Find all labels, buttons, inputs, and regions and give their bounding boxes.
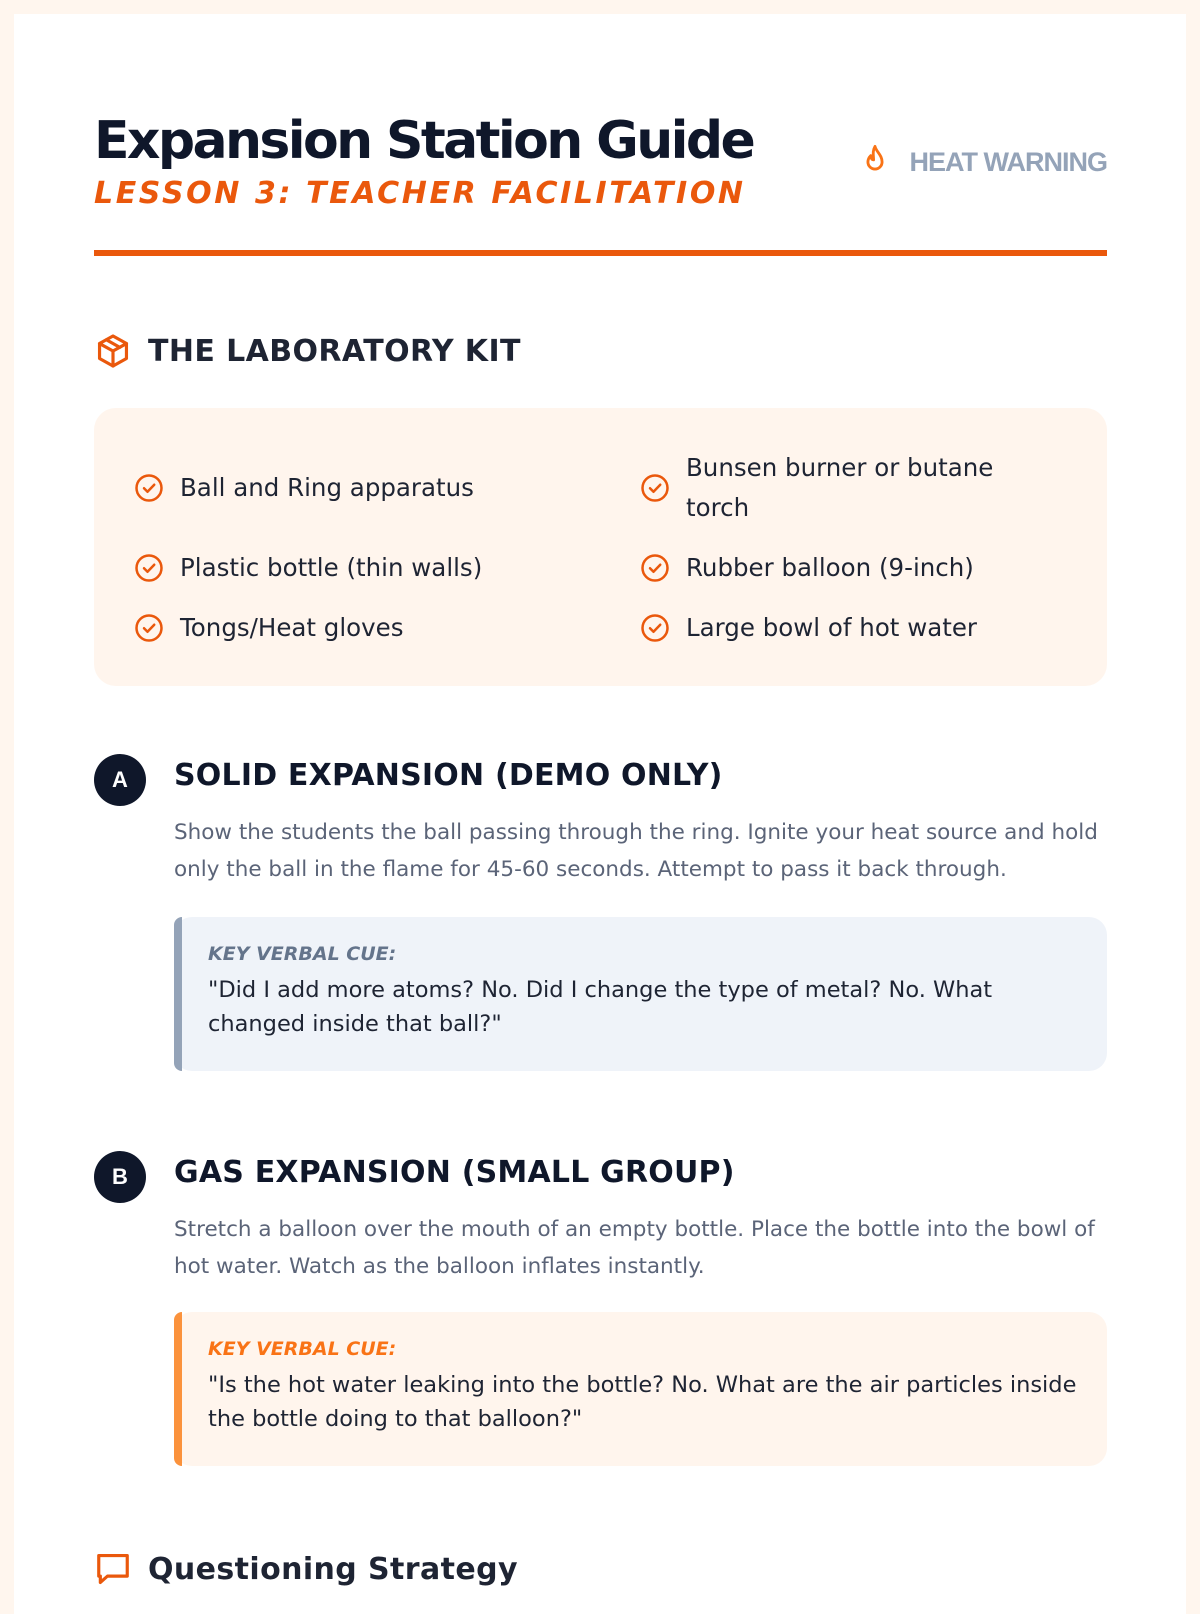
check-circle-icon xyxy=(640,553,670,583)
kit-item-label: Ball and Ring apparatus xyxy=(180,473,474,502)
cue-text: "Is the hot water leaking into the bottle? No. What are the air particles inside the bottle doing to that balloon?" xyxy=(208,1372,1077,1432)
kit-item-label: Large bowl of hot water xyxy=(686,613,978,642)
kit-item xyxy=(640,608,977,648)
check-circle-icon xyxy=(640,613,670,643)
cue-text: "Did I add more atoms? No. Did I change the type of metal? No. What changed inside that ball?" xyxy=(208,977,993,1037)
cue-label: KEY VERBAL CUE: xyxy=(208,943,397,965)
kit-item xyxy=(640,548,974,588)
check-circle-icon xyxy=(640,473,670,503)
kit-list xyxy=(94,408,1107,686)
kit-item xyxy=(134,548,482,588)
header-divider xyxy=(94,250,1107,256)
kit-item xyxy=(640,448,1026,528)
kit-item-label: Bunsen burner or butane torch xyxy=(686,453,994,522)
flame-icon xyxy=(858,143,892,181)
step-description: Show the students the ball passing through the ring. Ignite your heat source and hold only the ball in the flame for 45-60 seconds. Attempt to pass it back through. xyxy=(174,820,1098,882)
message-square-icon xyxy=(94,1550,132,1588)
verbal-cue-callout xyxy=(174,1312,1107,1466)
kit-section-heading xyxy=(94,332,521,370)
questioning-heading: Questioning Strategy xyxy=(148,1551,518,1587)
step-title: SOLID EXPANSION (DEMO ONLY) xyxy=(174,758,723,793)
kit-item xyxy=(134,608,403,648)
heat-warning xyxy=(858,142,1108,182)
step-badge: A xyxy=(94,754,146,806)
kit-item-label: Rubber balloon (9-inch) xyxy=(686,553,974,582)
package-icon xyxy=(94,332,132,370)
guide-page xyxy=(14,14,1186,1614)
kit-item-label: Tongs/Heat gloves xyxy=(180,613,404,642)
page-header xyxy=(94,110,1107,220)
kit-heading: THE LABORATORY KIT xyxy=(148,333,521,369)
kit-item xyxy=(134,468,474,508)
page-title: Expansion Station Guide xyxy=(94,111,754,171)
kit-item-label: Plastic bottle (thin walls) xyxy=(180,553,483,582)
verbal-cue-callout xyxy=(174,917,1107,1071)
step-description: Stretch a balloon over the mouth of an empty bottle. Place the bottle into the bowl of hot water. Watch as the balloon inflates instantly. xyxy=(174,1217,1095,1279)
lesson-subtitle: LESSON 3: TEACHER FACILITATION xyxy=(94,176,746,211)
check-circle-icon xyxy=(134,613,164,643)
questioning-section-heading xyxy=(94,1550,518,1588)
check-circle-icon xyxy=(134,473,164,503)
cue-label: KEY VERBAL CUE: xyxy=(208,1338,397,1360)
check-circle-icon xyxy=(134,553,164,583)
step-badge: B xyxy=(94,1151,146,1203)
heat-warning-label: HEAT WARNING xyxy=(909,146,1107,177)
step-title: GAS EXPANSION (SMALL GROUP) xyxy=(174,1155,735,1190)
